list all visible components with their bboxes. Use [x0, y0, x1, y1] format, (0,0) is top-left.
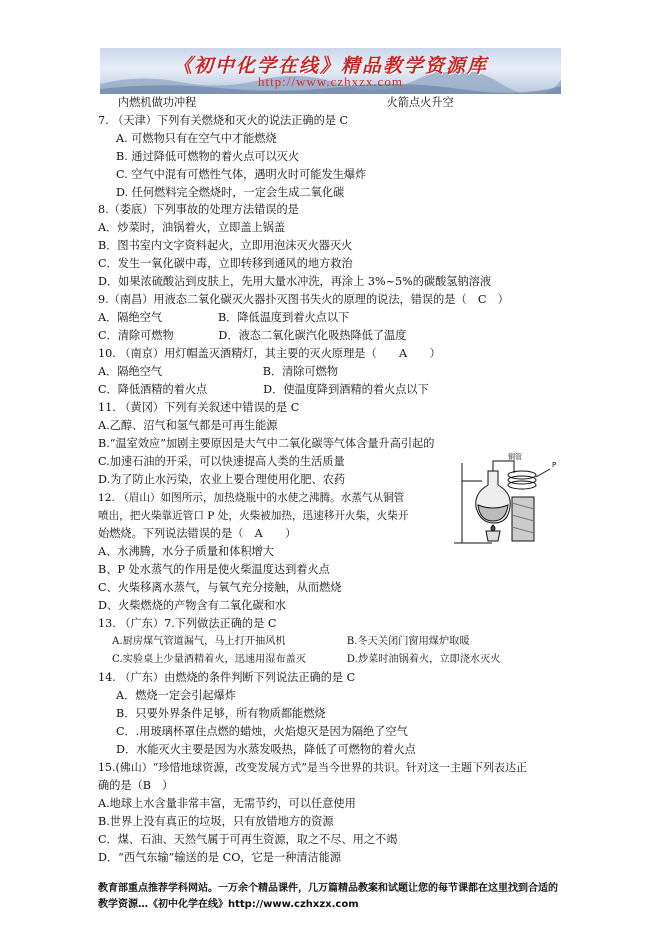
text-line: A.乙醇、沼气和氢气都是可再生能源 — [98, 419, 278, 432]
banner-title: 《初中化学在线》精品教学资源库 — [172, 55, 488, 77]
text-line: 9.（南昌）用液态二氧化碳灭火器扑灭图书失火的原理的说法，错误的是（ C ） — [98, 293, 509, 306]
text-line: A．隔绝空气 B．降低温度到着火点以下 — [98, 311, 350, 324]
text-line: A．隔绝空气 B．清除可燃物 — [98, 365, 339, 378]
text-line: A.地球上水含量非常丰富，无需节约，可以任意使用 — [98, 797, 356, 810]
text-line: 11. （黄冈）下列有关叙述中错误的是 C — [98, 401, 300, 414]
copper-tube-label: 铜管 — [508, 453, 522, 461]
footer-line-1: 教育部重点推荐学科网站。一万余个精品课件，几万篇精品教案和试题让您的每节课都在这里找到合适的 — [98, 883, 558, 894]
header-banner — [100, 48, 561, 94]
text-line: 8.（娄底）下列事故的处理方法错误的是 — [98, 203, 299, 216]
text-line: C．发生一氧化碳中毒，立即转移到通风的地方救治 — [98, 257, 353, 270]
footer-line-2[interactable]: 教学资源…《初中化学在线》http://www.czhxzx.com — [98, 899, 359, 910]
text-line: B.“温室效应”加剧主要原因是大气中二氧化碳等气体含量升高引起的 — [98, 437, 435, 450]
text-line: B.世界上没有真正的垃圾，只有放错地方的资源 — [98, 815, 334, 828]
text-line: A．燃烧一定会引起爆炸 — [116, 689, 236, 702]
text-line: 14. （广东）由燃烧的条件判断下列说法正确的是 C — [98, 671, 356, 684]
text-line: C. 空气中混有可燃性气体，遇明火时可能发生爆炸 — [116, 168, 367, 181]
text-line: A. 可燃物只有在空气中才能燃烧 — [116, 132, 277, 145]
text-line: C．清除可燃物 D．液态二氧化碳汽化吸热降低了温度 — [98, 329, 407, 342]
text-line: A、水沸腾，水分子质量和体积增大 — [98, 545, 274, 558]
text-line: C、火柴移离水蒸气，与氧气充分接触，从而燃烧 — [98, 581, 342, 594]
text-line: 始燃烧。下列说法错误的是（ A ） — [98, 527, 297, 540]
text-line: 7. （天津）下列有关燃烧和灭火的说法正确的是 C — [98, 114, 349, 127]
text-line: C．降低酒精的着火点 D．使温度降到酒精的着火点以下 — [98, 383, 429, 396]
text-line: C．煤、石油、天然气属于可再生资源，取之不尽、用之不竭 — [98, 833, 398, 846]
text-line: C．.用玻璃杯罩住点燃的蜡烛，火焰熄灭是因为隔绝了空气 — [116, 725, 408, 738]
text-line: 确的是（B ） — [98, 779, 174, 792]
text-line: 内燃机做功冲程 火箭点火升空 — [118, 96, 454, 109]
text-line: D.为了防止水污染，农业上要合理使用化肥、农药 — [98, 473, 346, 486]
banner-url[interactable]: http://www.czhxzx.com — [257, 74, 404, 89]
text-line: 喷出，把火柴靠近管口 P 处，火柴被加热，迅速移开火柴，火柴开 — [98, 510, 409, 522]
text-line: C.加速石油的开采，可以快速提高人类的生活质量 — [98, 455, 345, 468]
text-line: D. 任何燃料完全燃烧时，一定会生成二氧化碳 — [116, 186, 345, 199]
text-line: 12. （眉山）如图所示，加热烧瓶中的水使之沸腾。水蒸气从铜管 — [98, 492, 405, 504]
text-line: B．只要外界条件足够，所有物质都能燃烧 — [116, 707, 326, 720]
text-line: D．如果浓硫酸沾到皮肤上，先用大量水冲洗，再涂上 3%~5%的碳酸氢钠溶液 — [98, 275, 492, 288]
point-p-label: P — [552, 461, 557, 469]
boiling-flask-diagram — [452, 453, 562, 545]
text-line: A.厨房煤气管道漏气，马上打开抽风机 B.冬天关闭门窗用煤炉取暖 — [112, 636, 470, 647]
text-line: 10. （南京）用灯帽盖灭酒精灯，其主要的灭火原理是（ A ） — [98, 347, 441, 360]
text-line: 15.(佛山）“珍惜地球资源，改变发展方式”是当今世界的共识。针对这一主题下列表达正 — [98, 761, 528, 774]
text-line: A．炒菜时，油锅着火，立即盖上锅盖 — [98, 221, 286, 234]
text-line: D．“西气东输”输送的是 CO，它是一种清洁能源 — [98, 851, 342, 864]
text-line: D．水能灭火主要是因为水蒸发吸热，降低了可燃物的着火点 — [116, 743, 416, 756]
text-line: C.实验桌上少量酒精着火，迅速用湿布盖灭 D.炒菜时油锅着火，立即浇水灭火 — [112, 654, 501, 665]
text-line: 13. （广东）7.下列做法正确的是 C — [98, 617, 277, 630]
text-line: B. 通过降低可燃物的着火点可以灭火 — [116, 150, 300, 163]
text-line: B．图书室内文字资料起火，立即用泡沫灭火器灭火 — [98, 239, 353, 252]
text-line: D、火柴燃烧的产物含有二氧化碳和水 — [98, 599, 286, 612]
text-line: B、P 处水蒸气的作用是使火柴温度达到着火点 — [98, 563, 330, 576]
